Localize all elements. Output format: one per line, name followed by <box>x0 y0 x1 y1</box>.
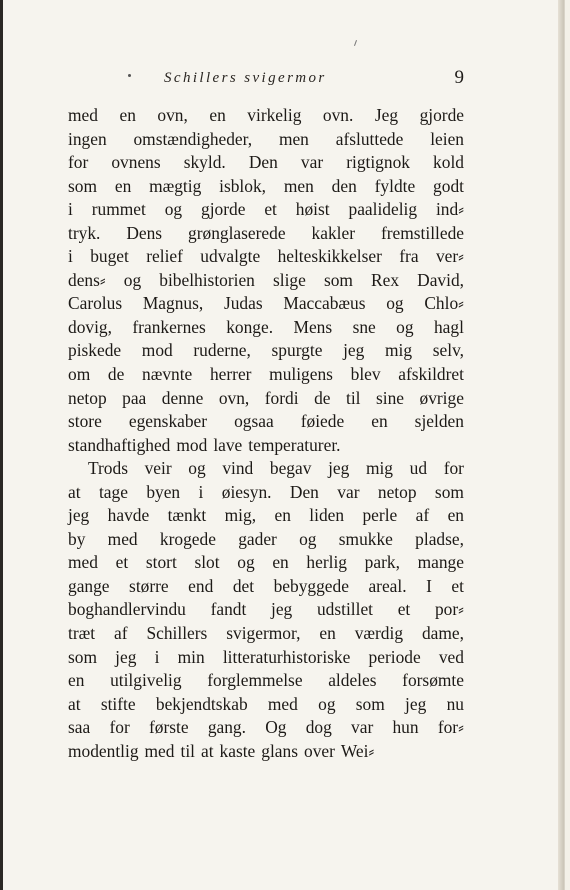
page-edge-shadow <box>558 0 564 890</box>
text-line: standhaftighed mod lave temperaturer. <box>68 434 341 455</box>
text-line: dens⸗ og bibelhistorien slige som Rex David, <box>68 269 464 290</box>
text-line: store egenskaber ogsaa føiede en sjelden <box>68 411 464 432</box>
text-line: modentlig med til at kaste glans over Wei⸗ <box>68 740 375 761</box>
text-line: jeg havde tænkt mig, en liden perle af en <box>68 505 464 526</box>
text-line: for ovnens skyld. Den var rigtignok kold <box>68 152 464 173</box>
text-line: dovig, frankernes konge. Mens sne og hagl <box>68 316 464 337</box>
text-line: i buget relief udvalgte helteskikkelser fra ver⸗ <box>68 246 464 267</box>
text-line: boghandlervindu fandt jeg udstillet et por⸗ <box>68 599 464 620</box>
text-line: som jeg i min litteraturhistoriske periode ved <box>68 646 464 667</box>
print-speck <box>128 74 131 77</box>
text-line: med et stort slot og en herlig park, mange <box>68 552 464 573</box>
text-line: i rummet og gjorde et høist paalidelig ind⸗ <box>68 199 464 220</box>
text-line: at stifte bekjendtskab med og som jeg nu <box>68 693 464 714</box>
page-number: 9 <box>454 67 464 88</box>
text-line: Carolus Magnus, Judas Maccabæus og Chlo⸗ <box>68 293 464 314</box>
text-line: som en mægtig isblok, men den fyldte godt <box>68 175 464 196</box>
text-line: by med krogede gader og smukke pladse, <box>68 528 464 549</box>
body-text <box>68 104 464 763</box>
text-line: piskede mod ruderne, spurgte jeg mig selv, <box>68 340 464 361</box>
text-line: saa for første gang. Og dog var hun for⸗ <box>68 717 464 738</box>
text-line: gange større end det bebyggede areal. I et <box>68 575 464 596</box>
text-line: om de nævnte herrer muligens blev afskildret <box>68 364 464 385</box>
text-line: netop paa denne ovn, fordi de til sine øvrige <box>68 387 464 408</box>
page-header <box>68 68 464 92</box>
text-line: en utilgivelig forglemmelse aldeles forsømte <box>68 670 464 691</box>
text-line: tryk. Dens grønglaserede kakler fremstillede <box>68 222 464 243</box>
text-line: at tage byen i øiesyn. Den var netop som <box>68 481 464 502</box>
text-line: med en ovn, en virkelig ovn. Jeg gjorde <box>68 105 464 125</box>
text-line: træt af Schillers svigermor, en værdig dame, <box>68 623 464 644</box>
text-line: Trods veir og vind begav jeg mig ud for <box>88 458 464 479</box>
running-title: Schillers svigermor <box>164 70 327 86</box>
text-line: ingen omstændigheder, men afsluttede leien <box>68 128 464 149</box>
